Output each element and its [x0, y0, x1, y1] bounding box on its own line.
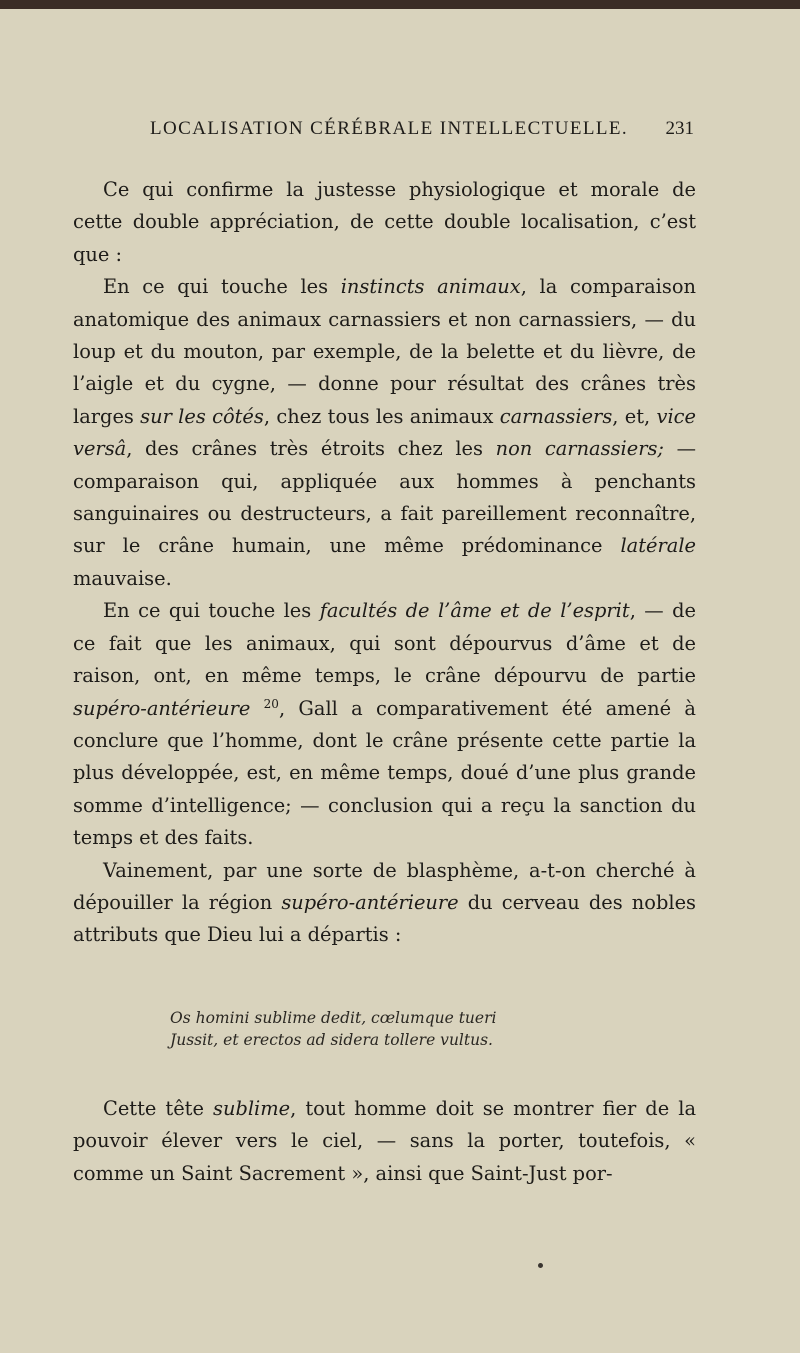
page-top-border	[0, 0, 800, 9]
italic-run: sur les côtés	[140, 404, 264, 428]
page-number: 231	[665, 118, 694, 139]
text-run: du cerveau des nobles attributs que Dieu lui a départis :	[73, 890, 696, 947]
paragraph-5	[73, 1093, 696, 1190]
main-text	[73, 174, 696, 952]
italic-run: non carnassiers;	[495, 437, 664, 461]
text-run: , tout homme doit se montrer fier de la pouvoir élever vers le ciel, — sans la porter, toutefois, « comme un Saint Sacrement », ainsi que Saint-Just por-	[73, 1097, 696, 1185]
text-run: , et,	[612, 404, 657, 428]
running-header	[150, 118, 694, 144]
text-run: , Gall a comparativement été amené à conclure que l’homme, dont le crâne présente cette partie la plus développée, est, en même temps, doué d’une plus grande somme d’intelligence; — conclusion qui a reçu la sanction du temps et des faits.	[73, 696, 696, 850]
verse-line-2: Jussit, et erectos ad sidera tollere vultus.	[170, 1031, 493, 1049]
text-run: Cette tête	[103, 1097, 213, 1120]
main-text-continued	[73, 1093, 696, 1190]
text-run: Vainement, par une sorte de blasphème, a-t-on cherché à dépouiller la région	[73, 858, 696, 914]
paragraph-1: Ce qui confirme la justesse physiologique et morale de cette double appréciation, de cette double localisation, c’est que :	[73, 178, 696, 266]
text-run: , des crânes très étroits chez les	[126, 437, 496, 461]
running-title: LOCALISATION CÉRÉBRALE INTELLECTUELLE.	[150, 118, 629, 139]
ink-speck	[538, 1263, 543, 1268]
italic-run: latérale	[620, 534, 696, 558]
italic-run: carnassiers	[499, 404, 613, 428]
text-run: — comparaison qui, appliquée aux hommes à penchants sanguinaires ou destructeurs, a fait pareillement reconnaître, sur le crâne humain, une même prédominance	[73, 437, 696, 558]
italic-run: supéro-antérieure	[73, 696, 251, 720]
text-run: , chez tous les animaux	[263, 404, 500, 428]
text-run: , — de ce fait que les animaux, qui sont dépourvus d’âme et de raison, ont, en même temps, le crâne dépourvu de partie	[73, 599, 697, 688]
text-run: , la comparaison anatomique des animaux carnassiers et non carnassiers, — du loup et du mouton, par exemple, de la belette et du lièvre, de l’aigle et du cygne, — donne pour résultat des crânes très larges	[73, 275, 696, 428]
paragraph-3	[73, 595, 696, 854]
italic-run: vice versâ	[73, 404, 696, 461]
footnote-ref: 20	[263, 696, 279, 711]
verse-line-1: Os homini sublime dedit, cœlumque tueri	[170, 1009, 497, 1027]
text-run: En ce qui touche les	[103, 275, 341, 299]
paragraph-4	[73, 855, 696, 952]
italic-run: instincts animaux	[340, 275, 521, 299]
text-run: mauvaise.	[73, 566, 172, 590]
italic-run: sublime	[213, 1097, 291, 1120]
text-run: En ce qui touche les	[103, 599, 320, 623]
italic-run: facultés de l’âme et de l’esprit	[319, 599, 630, 623]
latin-quotation	[170, 1007, 630, 1051]
paragraph-2	[73, 271, 696, 595]
italic-run: supéro-antérieure	[281, 890, 459, 914]
